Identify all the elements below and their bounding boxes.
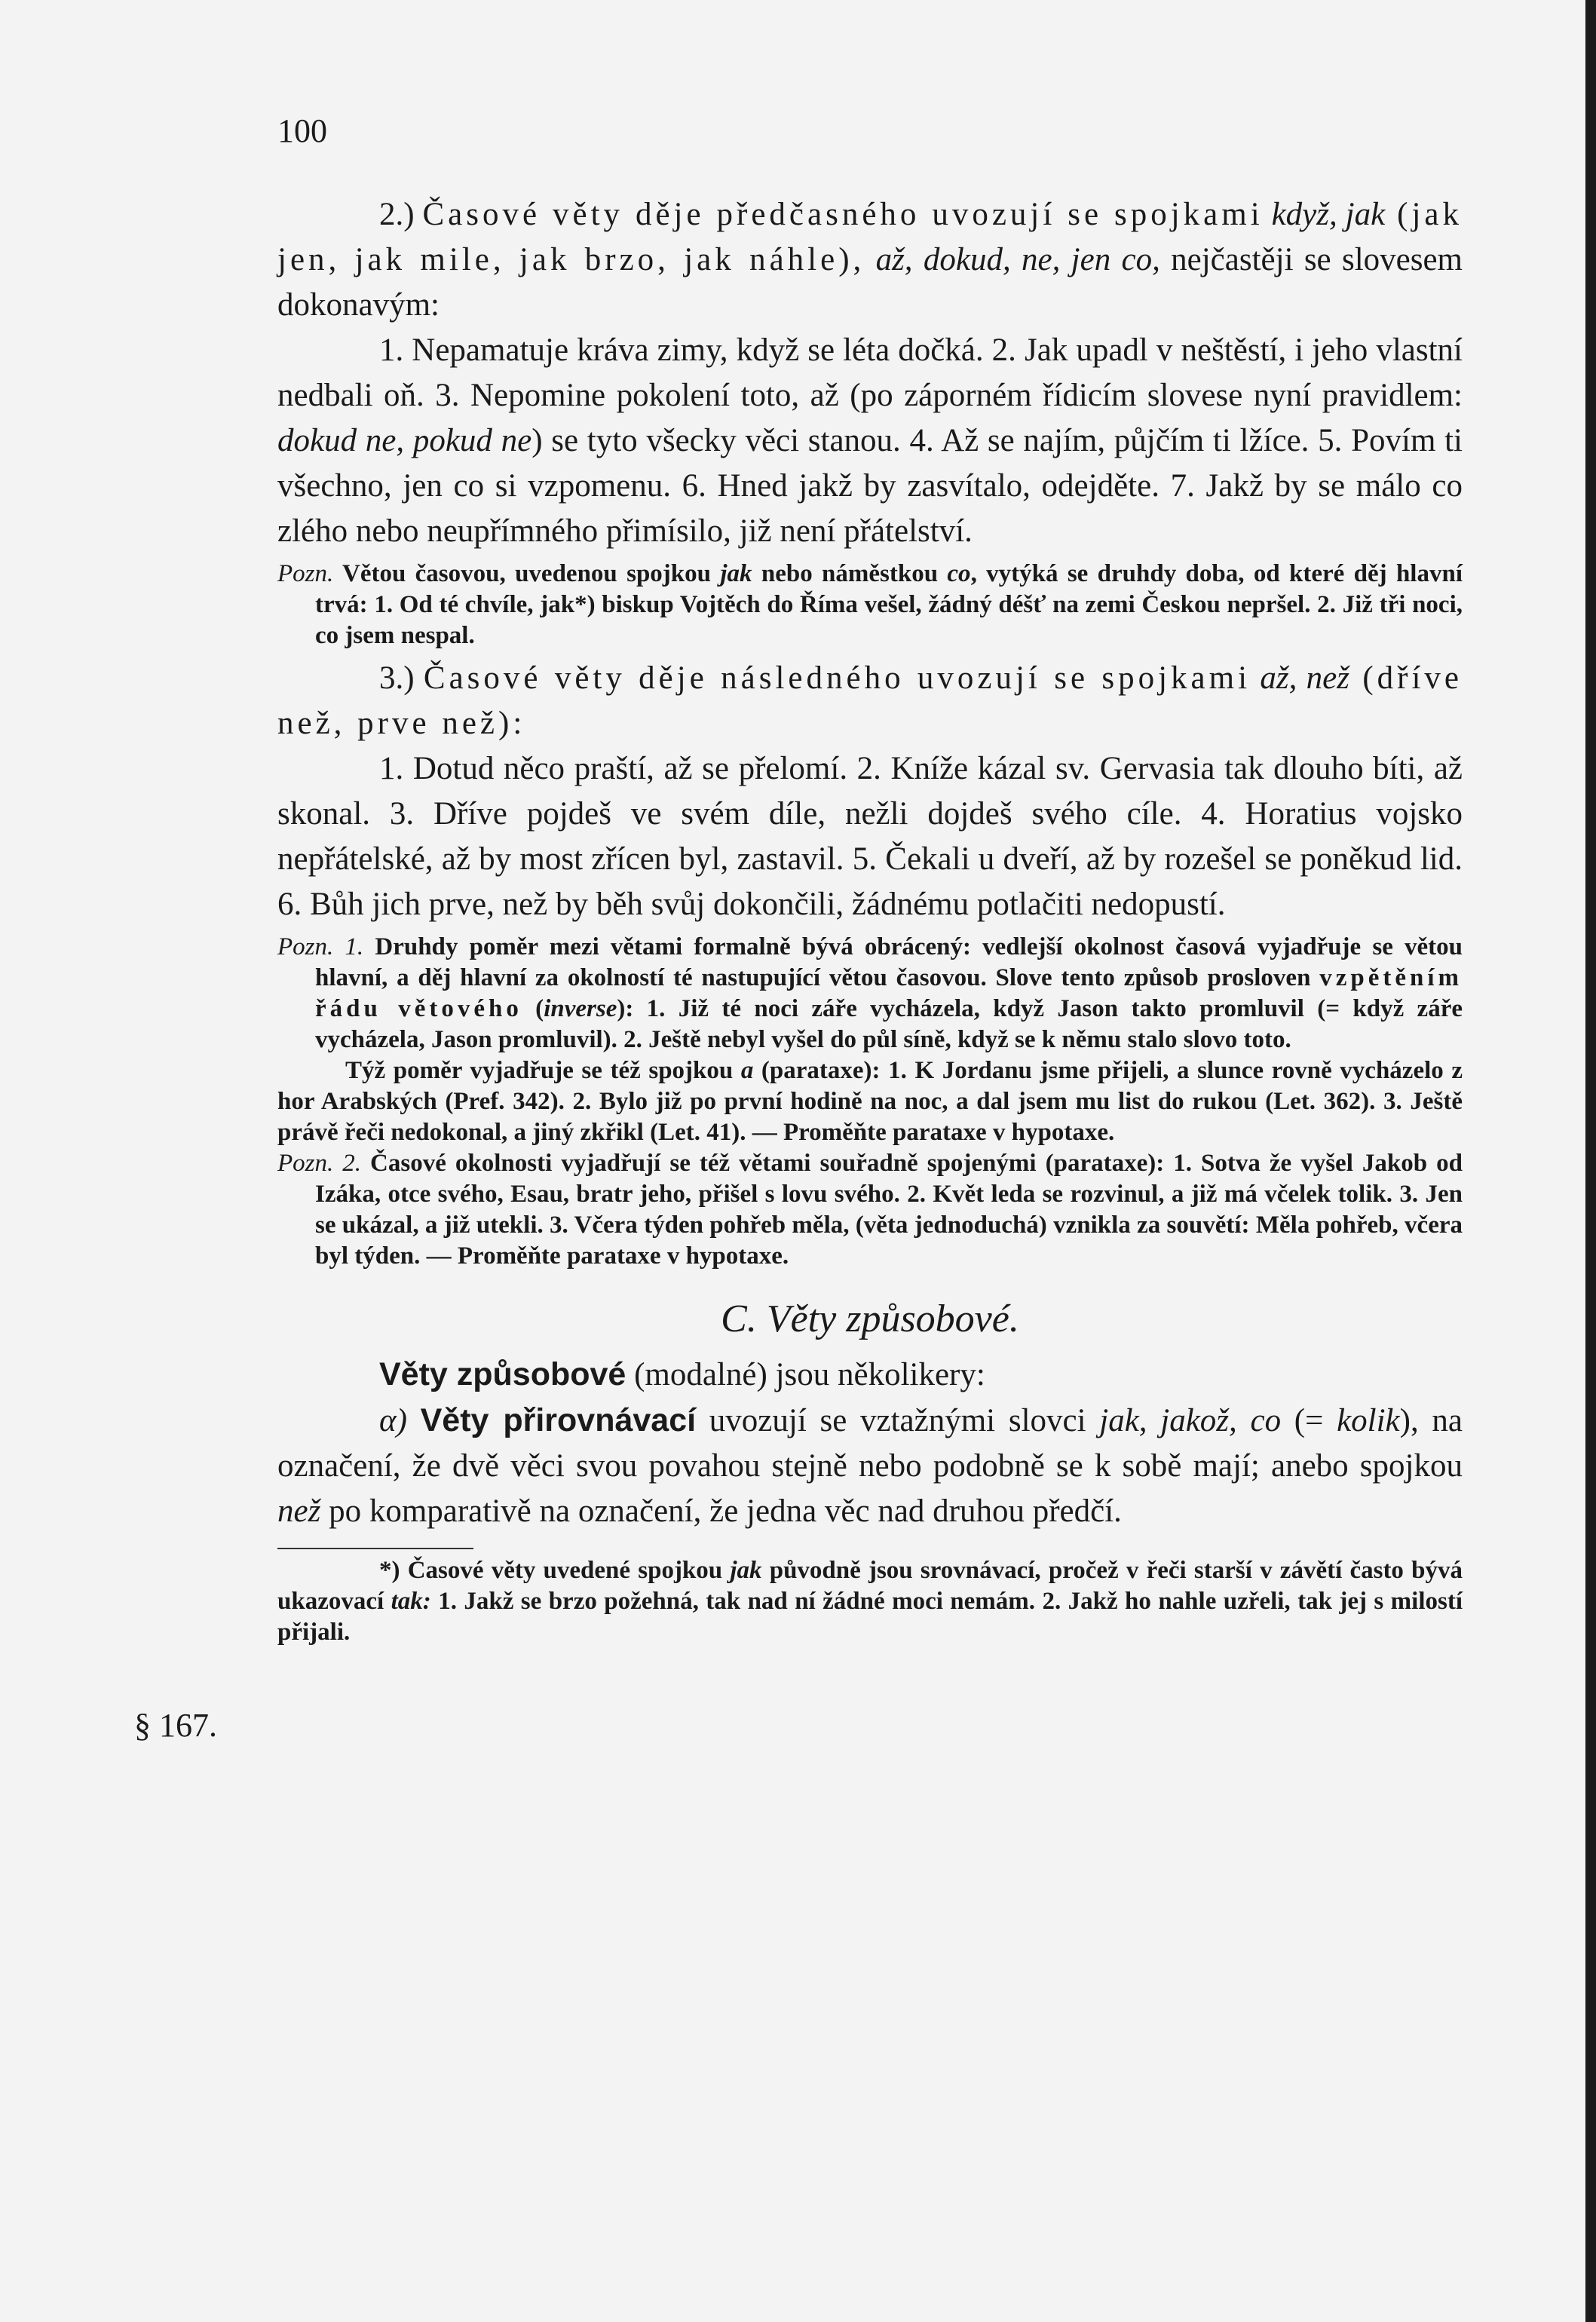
page-content — [277, 192, 1463, 1648]
alpha-text-f: kolik — [1337, 1403, 1400, 1438]
paragraph-alpha — [277, 1398, 1463, 1534]
note-1-text-e: , vytýká se druhdy doba, od které děj hlavní trvá: 1. Od té chvíle, jak*) biskup Vojtěch do Říma vešel, žádný déšť na zemi Českou nepršel. 2. Již tři noci, co jsem nespal. — [315, 560, 1463, 649]
p2-conjunctions-2: až, dokud, ne, jen co, — [875, 242, 1160, 277]
alpha-text-e: (= — [1281, 1403, 1337, 1438]
p2-heading: Časové věty děje předčasného uvozují se spojkami — [422, 197, 1264, 232]
alpha-heading: Věty přirovnávací — [420, 1402, 697, 1438]
note-2-text-g: a — [740, 1057, 754, 1084]
alpha-text-h: než — [277, 1493, 321, 1529]
p2-conjunction-list: (jak jen, jak mile, jak brzo, jak náhle), — [277, 197, 1463, 277]
alpha-marker: α) — [379, 1403, 421, 1438]
note-1-text-c: nebo náměstkou — [752, 560, 948, 587]
note-2-text-e: ): 1. Již té noci záře vycházela, když Jason takto promluvil (= když záře vycházela, Jason promluvil). 2. Ještě nebyl vyšel do půl síně, když se k němu stalo slovo toto. — [315, 995, 1463, 1053]
note-1-text-a: Větou časovou, uvedenou spojkou — [333, 560, 721, 587]
p3-conjunctions: až, než — [1251, 660, 1349, 696]
footnote-text-e: 1. Jakž se brzo požehná, tak nad ní žádné moci nemám. 2. Jakž ho nahle uzřeli, tak jej s milostí přijali. — [277, 1588, 1463, 1646]
footnote-rule — [277, 1548, 473, 1549]
note-2-label: Pozn. 1. — [277, 933, 364, 960]
p2-number: 2.) — [379, 197, 423, 232]
note-2-text-f: Týž poměr vyjadřuje se též spojkou — [345, 1057, 741, 1084]
p167-tail: (modalné) jsou několikery: — [626, 1357, 985, 1392]
ex2-text-b: dokud ne, pokud ne — [277, 423, 532, 458]
note-2-text-c: ( — [522, 995, 544, 1022]
examples-3: 1. Dotud něco praští, až se přelomí. 2. Kníže kázal sv. Gervasia tak dlouho bíti, až skonal. 3. Dříve pojdeš ve svém díle, nežli dojdeš svého cíle. 4. Horatius vojsko nepřátelské, až by most zřícen byl, zastavil. 5. Čekali u dveří, až by rozešel se poněkud lid. 6. Bůh jich prve, než by běh svůj dokončili, žádnému potlačiti nedopustí. — [277, 751, 1463, 922]
footnote-text-c: původně jsou srovnávací, pročež v řeči starší v závětí často bývá ukazovací — [277, 1557, 1463, 1615]
paragraph-3 — [277, 656, 1463, 746]
p167-heading: Věty způsobové — [379, 1356, 626, 1392]
footnote — [277, 1555, 1463, 1648]
note-2-text-d: inverse — [544, 995, 617, 1022]
note-2-text-h: (parataxe): 1. K Jordanu jsme přijeli, a slunce rovně vycházelo z hor Arabských (Pref. 342). 2. Bylo již po první hodině na noc, a dal jsem mu list do rukou (Let. 362). 3. Ještě právě řeči nedokonal, a jiný zkřikl (Let. 41). — Proměňte parataxe v hypotaxe. — [277, 1057, 1463, 1146]
footnote-text-d: tak: — [391, 1588, 431, 1615]
note-2-continuation — [277, 1055, 1463, 1148]
note-2 — [277, 932, 1463, 1055]
footnote-text-b: jak — [730, 1557, 762, 1584]
note-2-text-b: vzpětěním řádu větového — [315, 964, 1463, 1022]
note-3-label: Pozn. 2. — [277, 1150, 362, 1177]
p3-heading: Časové věty děje následného uvozují se spojkami — [423, 660, 1251, 696]
alpha-text-g: ), na označení, že dvě věci svou povahou stejně nebo podobně se k sobě mají; anebo spojkou — [277, 1403, 1463, 1484]
alpha-text-d: jak, jakož, co — [1099, 1403, 1282, 1438]
note-1-text-d: co — [947, 560, 971, 587]
paragraph-2 — [277, 192, 1463, 328]
page-edge — [1585, 0, 1596, 2322]
section-marker: § 167. — [134, 1707, 217, 1744]
p2-conjunctions: když, jak — [1263, 197, 1386, 232]
p3-conjunction-list: (dříve než, prve než): — [277, 660, 1463, 741]
paragraph-167 — [277, 1352, 1463, 1398]
ex2-text-a: 1. Nepamatuje kráva zimy, když se léta dočká. 2. Jak upadl v neštěstí, i jeho vlastní nedbali oň. 3. Nepomine pokolení toto, až (po záporném řídicím slovese nyní pravidlem: — [277, 332, 1463, 413]
p3-number: 3.) — [379, 660, 424, 696]
note-1-label: Pozn. — [277, 560, 334, 587]
ex2-text-c: ) se tyto všecky věci stanou. 4. Až se najím, půjčím ti lžíce. 5. Povím ti všechno, jen co si vzpomenu. 6. Hned jakž by zasvítalo, odejděte. 7. Jakž by se málo co zlého nebo neupřímného přimísilo, již není přátelství. — [277, 423, 1463, 549]
note-3 — [277, 1148, 1463, 1272]
section-heading: C. Věty způsobové. — [721, 1297, 1019, 1340]
examples-2 — [277, 328, 1463, 554]
alpha-text-c: uvozují se vztažnými slovci — [696, 1403, 1100, 1438]
p2-tail: nejčastěji se slovesem dokonavým: — [277, 242, 1463, 323]
note-1-text-b: jak — [720, 560, 752, 587]
alpha-text-i: po komparativě na označení, že jedna věc nad druhou předčí. — [320, 1493, 1122, 1529]
note-1 — [277, 559, 1463, 651]
note-2-text-a: Druhdy poměr mezi větami formalně bývá obrácený: vedlejší okolnost časová vyjadřuje se větou hlavní, a děj hlavní za okolností té nastupující větou časovou. Slove tento způsob prosloven — [315, 933, 1463, 991]
note-3-text-a: Časové okolnosti vyjadřují se též větami souřadně spojenými (parataxe): 1. Sotva že vyšel Jakob od Izáka, otce svého, Esau, bratr jeho, přišel s lovu svého. 2. Květ leda se rozvinul, a již má včelek tolik. 3. Jen se ukázal, a již utekli. 3. Včera týden pohřeb měla, (věta jednoduchá) vznikla za souvětí: Měla pohřeb, včera byl týden. — Proměňte parataxe v hypotaxe. — [315, 1150, 1463, 1270]
footnote-text-a: *) Časové věty uvedené spojkou — [379, 1557, 731, 1584]
page-number: 100 — [277, 112, 327, 149]
